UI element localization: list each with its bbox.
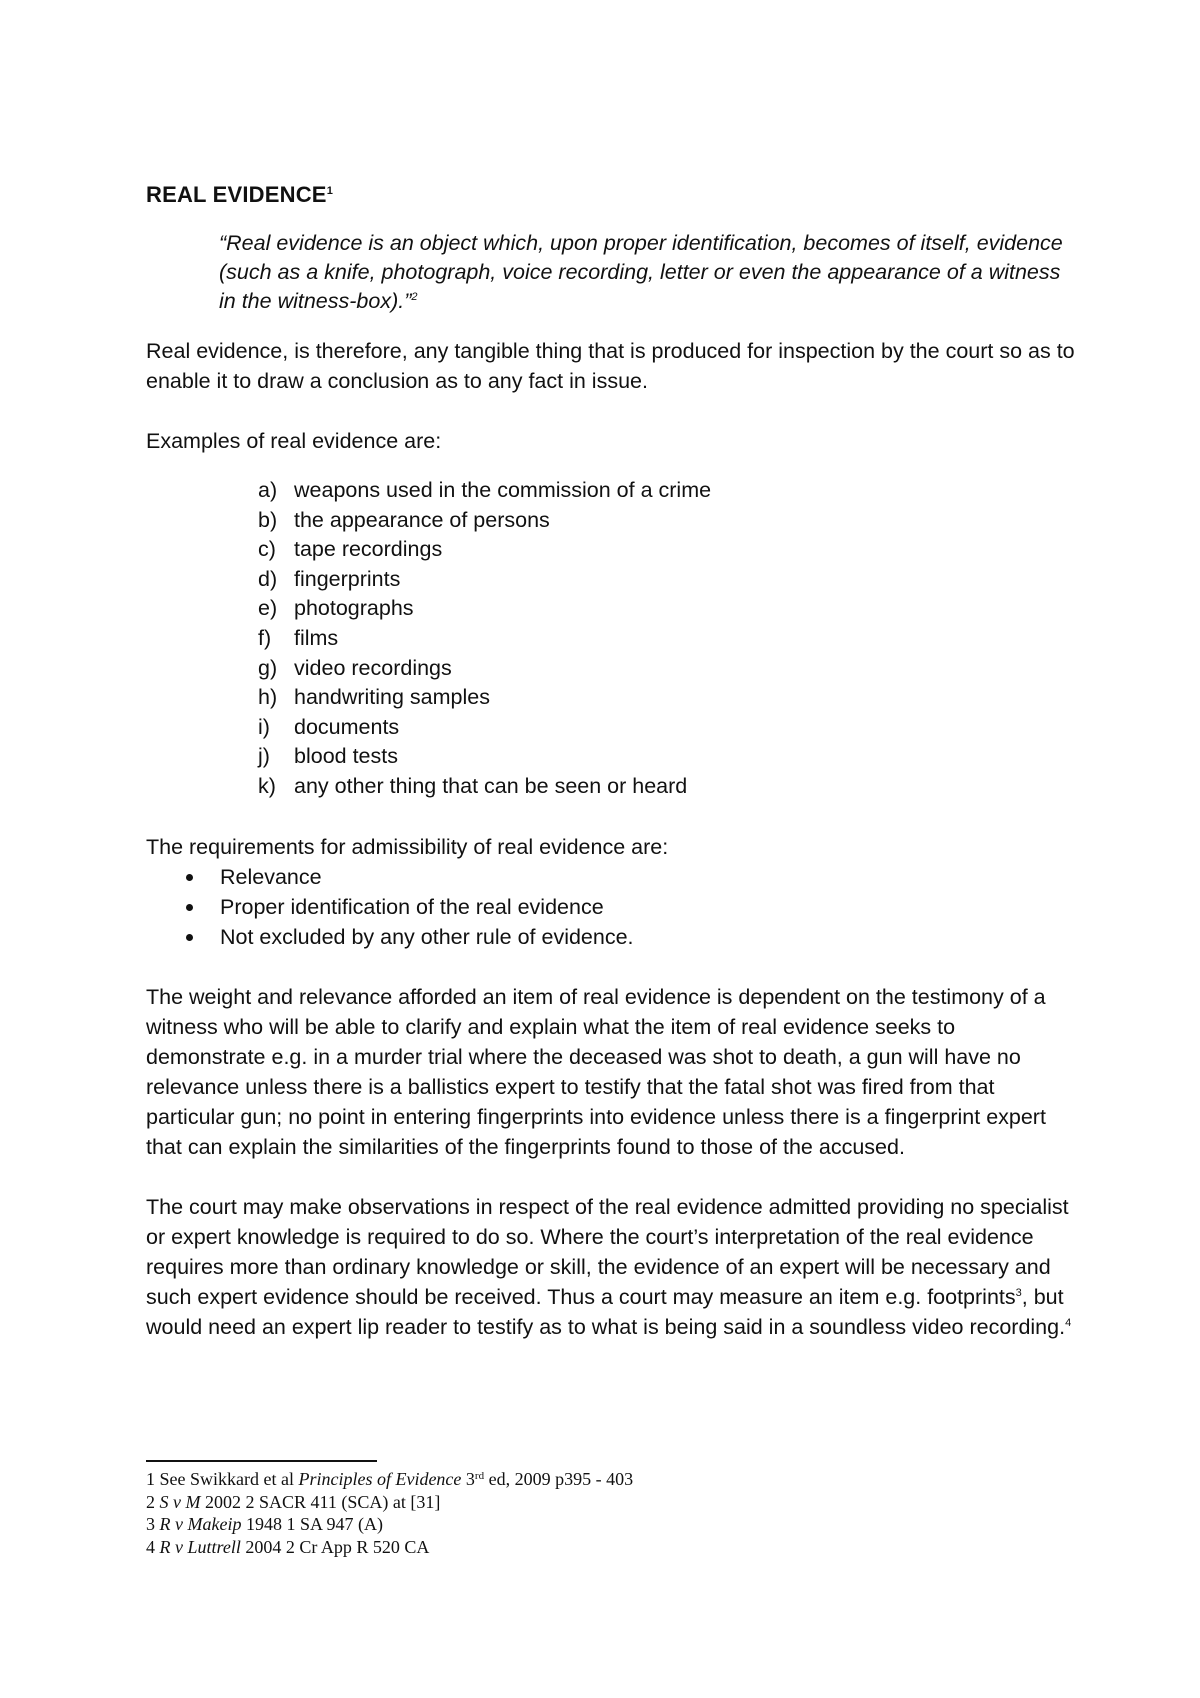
footnote-number: 3 — [146, 1514, 155, 1534]
weight-relevance-paragraph: The weight and relevance afforded an item of real evidence is dependent on the testimony of a witness who will be able to clarify and explain what the item of real evidence seeks to demonstrate e.g. in a murder trial where the deceased was shot to death, a gun will have no relevance unless there is a ballistics expert to testify that the fatal shot was fired from that particular gun; no point in entering fingerprints into evidence unless there is a fingerprint expert that can explain the similarities of the fingerprints found to those of the accused. — [146, 984, 1046, 1159]
list-item-text: handwriting samples — [294, 685, 490, 710]
footnote-number: 2 — [146, 1491, 155, 1512]
footnote-4 — [146, 1536, 846, 1559]
list-item — [258, 476, 1076, 506]
requirements-list — [186, 862, 1076, 952]
footnote-case-name: R v Luttrell — [159, 1536, 241, 1557]
list-marker: h) — [258, 685, 278, 710]
list-item-text: Proper identification of the real evidence — [220, 894, 604, 919]
quote-footnote-ref[interactable]: 2 — [411, 291, 418, 303]
title-footnote-ref[interactable]: 1 — [326, 185, 334, 197]
footnote-2 — [146, 1491, 846, 1514]
court-paragraph-text-2: , but would need an expert lip reader to testify as to what is being said in a soundless video recording. — [146, 1284, 1066, 1339]
bullet-icon — [186, 874, 193, 881]
ordinal-suffix: rd — [474, 1470, 485, 1482]
page-title-text: REAL EVIDENCE — [146, 182, 327, 207]
footnote-number: 1 — [146, 1469, 155, 1489]
list-item — [258, 565, 1076, 595]
list-item-text: Relevance — [220, 864, 322, 889]
examples-list — [258, 476, 1076, 802]
list-item-text: Not excluded by any other rule of evidence. — [220, 924, 634, 949]
page-title — [146, 180, 1076, 210]
footnote-title: Principles of Evidence — [298, 1469, 462, 1489]
list-item — [258, 535, 1076, 565]
list-item-text: weapons used in the commission of a crime — [294, 478, 712, 502]
requirements-intro: The requirements for admissibility of real evidence are: — [146, 834, 669, 859]
list-item — [258, 624, 1076, 654]
footnotes-section — [146, 1460, 846, 1558]
footnote-case-name: S v M — [159, 1491, 201, 1512]
list-marker: j) — [258, 744, 270, 769]
footnote-text: 1948 1 SA 947 (A) — [241, 1514, 383, 1534]
list-item-text: blood tests — [294, 744, 398, 769]
footnote-1 — [146, 1468, 846, 1491]
list-item — [258, 594, 1076, 624]
list-marker: d) — [258, 566, 278, 591]
list-item-text: tape recordings — [294, 537, 443, 562]
footnote-divider — [146, 1460, 377, 1462]
list-item-text: films — [294, 625, 339, 650]
list-item-text: photographs — [294, 596, 414, 621]
footnote-text: ed, 2009 p395 - 403 — [484, 1469, 634, 1489]
list-item — [258, 742, 1076, 772]
list-item-text: the appearance of persons — [294, 507, 550, 532]
list-marker: a) — [258, 478, 278, 502]
court-paragraph-text-1: The court may make observations in respect of the real evidence admitted providing no specialist or expert knowledge is required to do so. Where the court’s interpretation of the real evidence requires more than ordinary knowledge or skill, the evidence of an expert will be necessary and such expert evidence should be received. Thus a court may measure an item e.g. footprints — [146, 1194, 1069, 1309]
list-marker: b) — [258, 507, 278, 532]
definition-quote-text: “Real evidence is an object which, upon proper identification, becomes of itself, evidence (such as a knife, photograph, voice recording, letter or even the appearance of a witness in the witness-box).” — [219, 231, 1063, 313]
footnote-number: 4 — [146, 1536, 155, 1557]
list-marker: e) — [258, 596, 278, 621]
court-observations-paragraph — [146, 1192, 1076, 1342]
definition-quote — [219, 229, 1079, 316]
footnote-case-name: R v Makeip — [159, 1514, 242, 1534]
list-item-text: fingerprints — [294, 566, 401, 591]
list-marker: i) — [258, 714, 270, 739]
list-marker: c) — [258, 537, 276, 562]
list-item — [186, 922, 1076, 952]
footnote-text: See Swikkard et al — [155, 1469, 299, 1489]
footnote-text: 2004 2 Cr App R 520 CA — [240, 1536, 430, 1557]
list-marker: g) — [258, 655, 278, 680]
list-item — [258, 506, 1076, 536]
footnote-text: 3 — [461, 1469, 475, 1489]
footnote-3 — [146, 1513, 846, 1536]
list-marker: k) — [258, 773, 276, 798]
list-item-text: any other thing that can be seen or heard — [294, 773, 688, 798]
footnote-ref-4[interactable]: 4 — [1065, 1316, 1072, 1329]
list-item — [186, 862, 1076, 892]
list-marker: f) — [258, 625, 272, 650]
list-item — [258, 713, 1076, 743]
bullet-icon — [186, 904, 193, 911]
list-item — [258, 683, 1076, 713]
document-body — [146, 180, 1076, 1342]
list-item — [186, 892, 1076, 922]
footnote-ref-3[interactable]: 3 — [1015, 1286, 1022, 1299]
list-item-text: documents — [294, 714, 400, 739]
footnote-text: 2002 2 SACR 411 (SCA) at [31] — [200, 1491, 441, 1512]
list-item-text: video recordings — [294, 655, 452, 680]
examples-intro: Examples of real evidence are: — [146, 429, 442, 453]
bullet-icon — [186, 934, 193, 941]
list-item — [258, 772, 1076, 802]
real-evidence-paragraph: Real evidence, is therefore, any tangible thing that is produced for inspection by the court so as to enable it to draw a conclusion as to any fact in issue. — [146, 339, 1075, 393]
list-item — [258, 654, 1076, 684]
